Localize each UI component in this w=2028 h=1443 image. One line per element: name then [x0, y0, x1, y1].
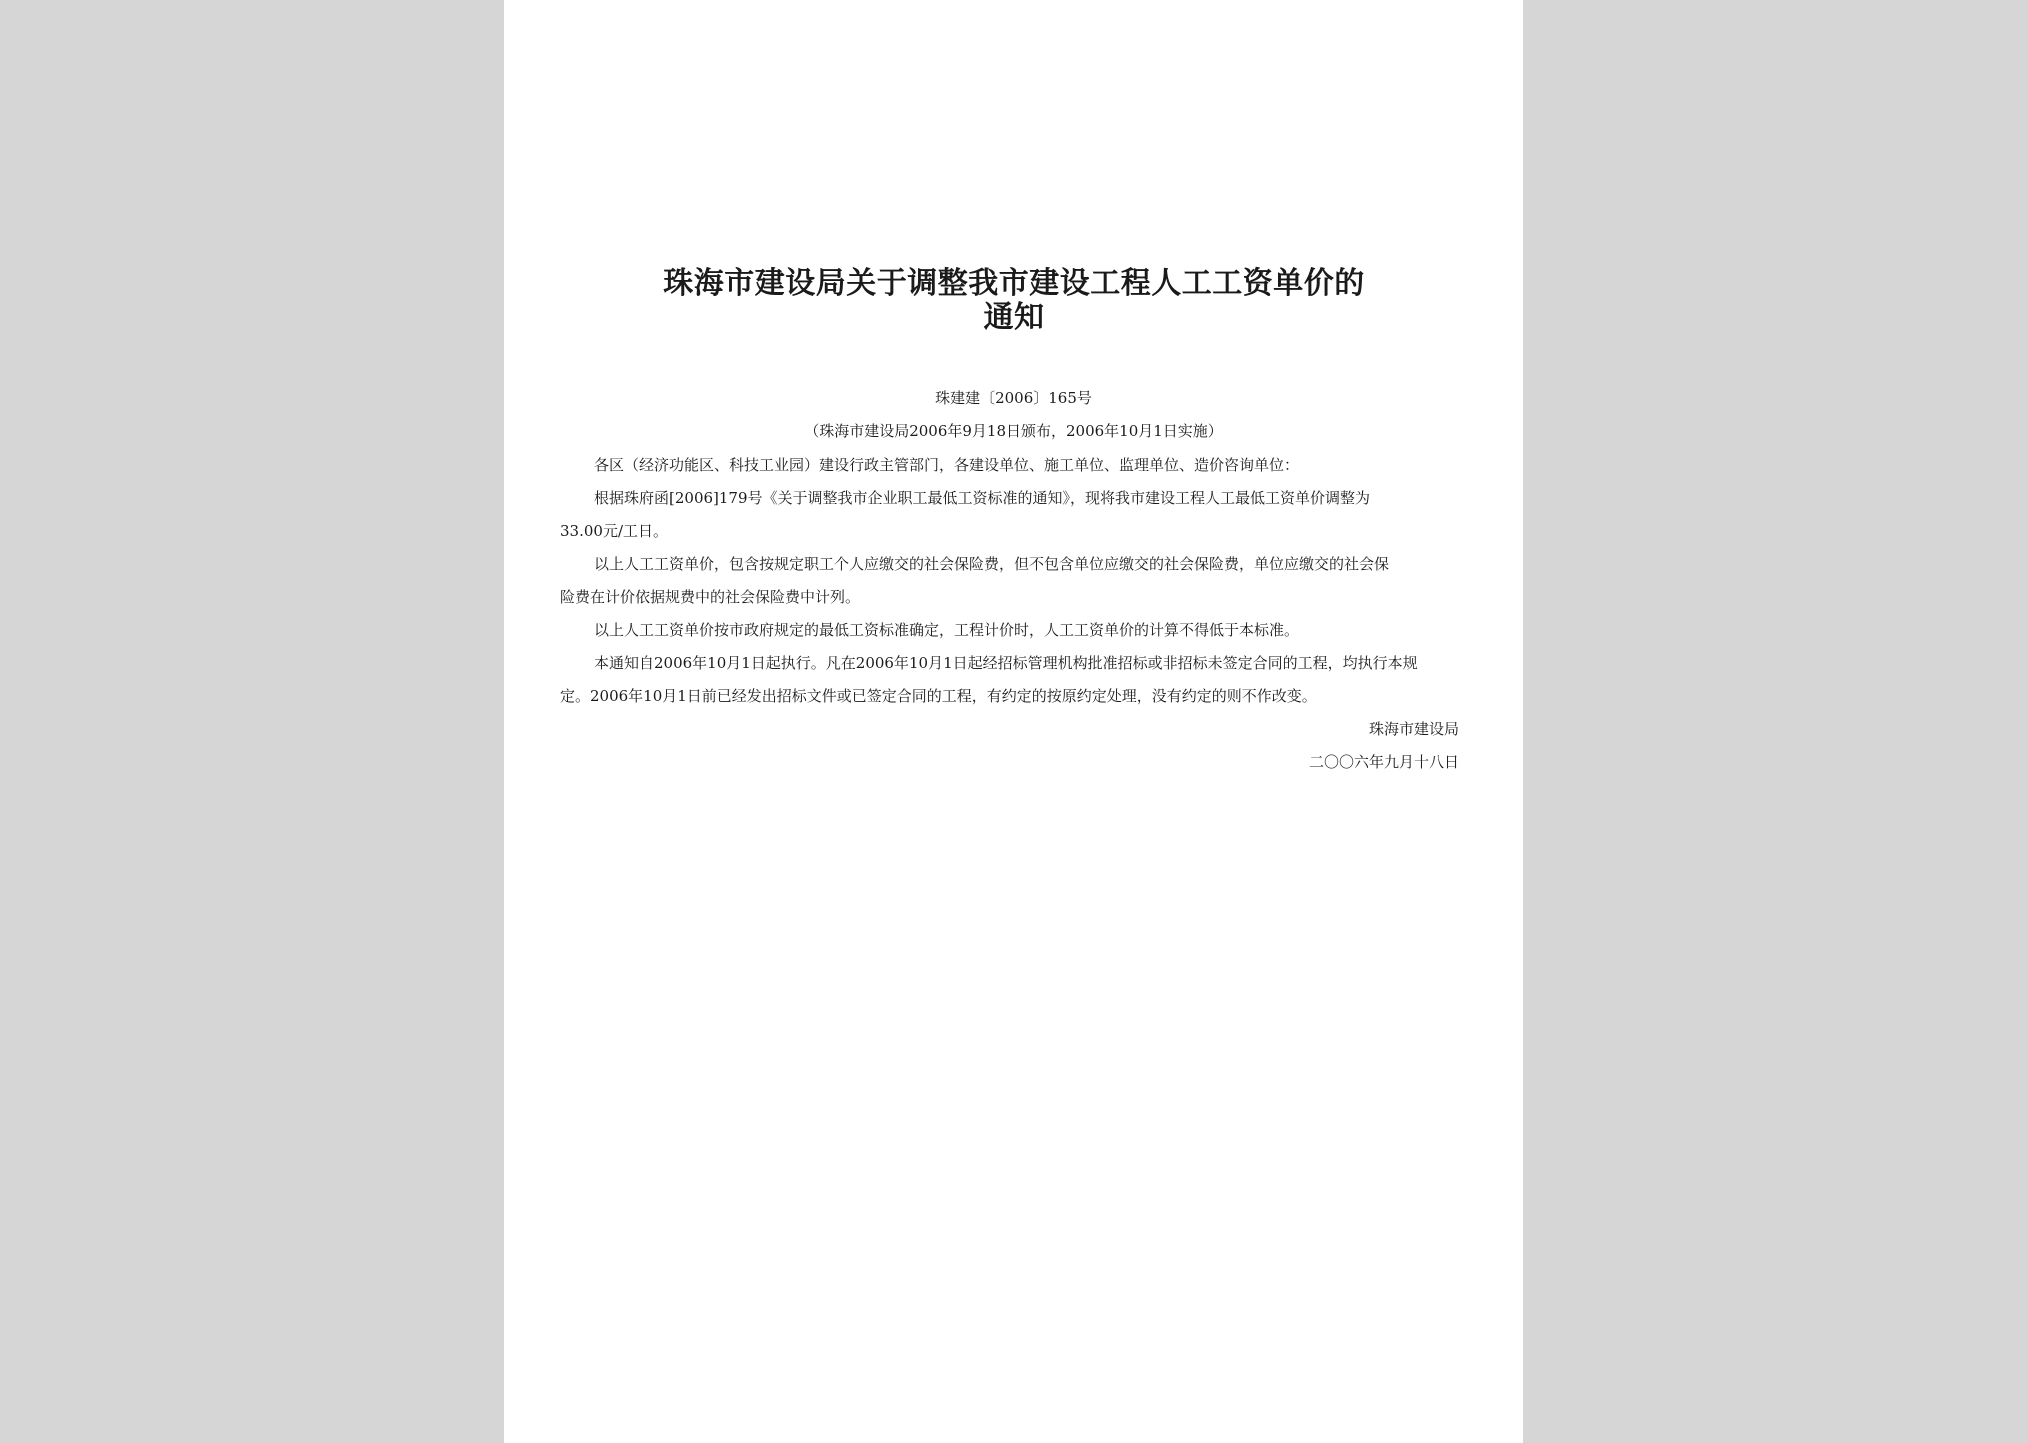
document-page [504, 0, 1523, 1443]
paragraph-2-line-1: 以上人工工资单价，包含按规定职工个人应缴交的社会保险费，但不包含单位应缴交的社会保险费，单位应缴交的社会保 [594, 555, 1390, 573]
document-number: 珠建建〔2006〕165号 [935, 389, 1092, 407]
document-title-line-1: 珠海市建设局关于调整我市建设工程人工工资单价的 [663, 266, 1365, 301]
document-date: 二〇〇六年九月十八日 [1308, 753, 1459, 771]
paragraph-4-line-2: 定。2006年10月1日前已经发出招标文件或已签定合同的工程，有约定的按原约定处理，没有约定的则不作改变。 [560, 687, 1317, 705]
paragraph-1-line-2: 33.00元/工日。 [560, 522, 668, 540]
issue-info: （珠海市建设局2006年9月18日颁布，2006年10月1日实施） [804, 422, 1223, 440]
paragraph-1-line-1: 根据珠府函[2006]179号《关于调整我市企业职工最低工资标准的通知》，现将我市建设工程人工最低工资单价调整为 [594, 489, 1371, 507]
paragraph-2-line-2: 险费在计价依据规费中的社会保险费中计列。 [560, 588, 861, 606]
signature: 珠海市建设局 [1368, 720, 1459, 738]
document-title-line-2: 通知 [983, 300, 1045, 335]
paragraph-4-line-1: 本通知自2006年10月1日起执行。凡在2006年10月1日起经招标管理机构批准招标或非招标未签定合同的工程，均执行本规 [594, 654, 1418, 672]
salutation: 各区（经济功能区、科技工业园）建设行政主管部门，各建设单位、施工单位、监理单位、造价咨询单位： [594, 456, 1300, 474]
paragraph-3-line-1: 以上人工工资单价按市政府规定的最低工资标准确定，工程计价时，人工工资单价的计算不得低于本标准。 [594, 621, 1300, 639]
